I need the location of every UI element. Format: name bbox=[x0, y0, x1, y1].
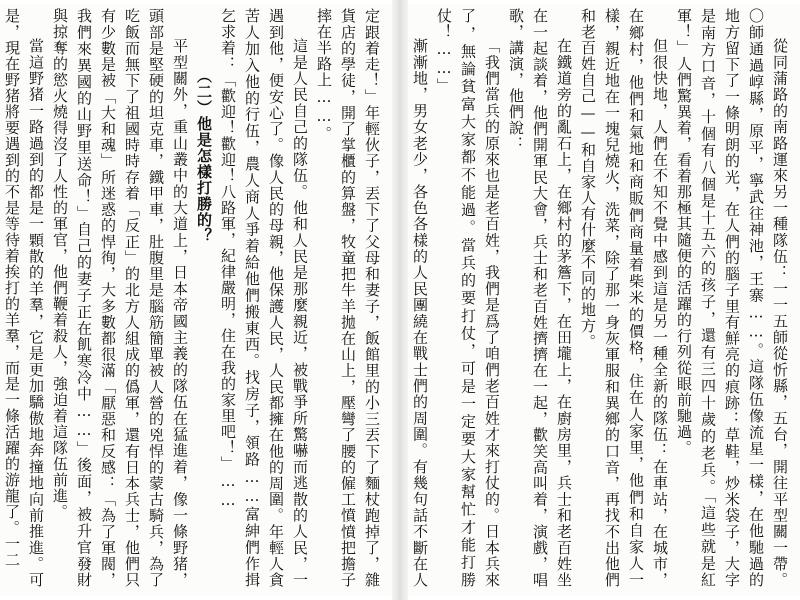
right-page-text-column bbox=[408, 4, 800, 592]
paragraph: 從同蒲路的南路運來另一種隊伍：一一五師從忻縣，五台，開往平型關一帶。〇師通過崞縣，原平，寧武往神池，王寨……。這隊伍像流星一樣，在他馳過的地方留下了一條明朗的光，在人們的腦子里有鮮亮的痕跡：草鞋，炒米袋子，大字是南方口音，十個有八個是十五六的孩子，還有三四十歲的老兵。「這些就是紅軍！」人們驚異着，看着那極其隨便的活躍的行列從眼前馳過。 bbox=[675, 8, 789, 588]
paragraph: 這是人民自己的隊伍。他和人民是那麼親近，被戰爭所驚嚇而逃散的人民，一遇到他，便安心了。像人民的母親，他保護人民，人民都擁在他的周圍。年輕人貪苦人加入他的行伍，農人商人爭着給他們搬東西。找房子，領路……富紳們作揖乞求着：「歡迎！歡迎！八路軍，紀律嚴明，住在我的家里吧！」…… bbox=[219, 8, 309, 588]
paragraph: 定跟着走！」年輕伙子，丟下了父母和妻子，飯館里的小三丟下了麵杖跑掉了，雜貨店的學徒，開了掌櫃的算盤，牧童把牛羊拋在山上，壓彎了腰的僱工憤憤把擔子摔在半路上……。 bbox=[315, 8, 381, 588]
book-gutter bbox=[392, 0, 408, 600]
left-page-text-column bbox=[0, 4, 392, 592]
paragraph: 漸漸地，男女老少，各色各樣的人民團繞在戰士們的周圍。有幾句話不斷在人 bbox=[411, 38, 429, 588]
left-page bbox=[0, 4, 392, 596]
paragraph: 但很快地，人們在不知不覺中感到這是另一種全新的隊伍：在車站，在城市，在鄉村，他們和氣地和商販們商量着柴米的價格，住在人家里，他們和自家人一樣，親近地在一塊兒燒火，洗菜，除了那一身灰軍服和異鄉的口音，再找不出他們和老百姓自己——和自家人有什麼不同的地方。 bbox=[579, 8, 669, 588]
paragraph: 當這野猪一路過到的都是一顆散的羊羣，它是更加驕傲地奔撞地向前推進。可是，現在野猪將要遇到的不是等待着挨打的羊羣，而是一條活躍的游龍了。一二 bbox=[3, 8, 45, 588]
right-page bbox=[408, 4, 800, 596]
paragraph: 在鐵道旁的亂石上，在鄉村的茅簷下，在田壠上，在廚房里，兵士和老百姓坐在一起談着，他們開軍民大會，兵士和老百姓擠擠在一起，歡笑高叫着，演戲，唱歌，講演，他們說： bbox=[507, 8, 573, 588]
paragraph: 「我們當兵的原來也是老百姓，我們是爲了咱們老百姓才來打仗的。日本兵來了，無論貧富大家都不能過。當兵的要打仗，可是一定要大家幫忙才能打勝仗！……」 bbox=[435, 8, 501, 588]
paragraph: 平型關外，重山叢中的大道上，日本帝國主義的隊伍在猛進着，像一條野猪，頭部是堅硬的坦克車，鐵甲車，肚腹里是腦筋簡單被人營的兇悍的蒙古騎兵，為了吃飯而無下了祖國時時存着「反正」的北方人組成的僞軍，還有日本兵士，他們只有少數是被「大和魂」所迷惑的悍徇，大多數都很滿「厭惡和反感：「為了軍閥，我們來異國的山野里送命！」自己的妻子正在飢寒冷中……」後面，被升官發財與掠奪的慾火燒得沒了人性的軍官，他們鞭着殺人，強迫着這隊伍前進。 bbox=[51, 8, 189, 588]
section-heading: （二）他是怎樣打勝的？ bbox=[195, 68, 213, 244]
